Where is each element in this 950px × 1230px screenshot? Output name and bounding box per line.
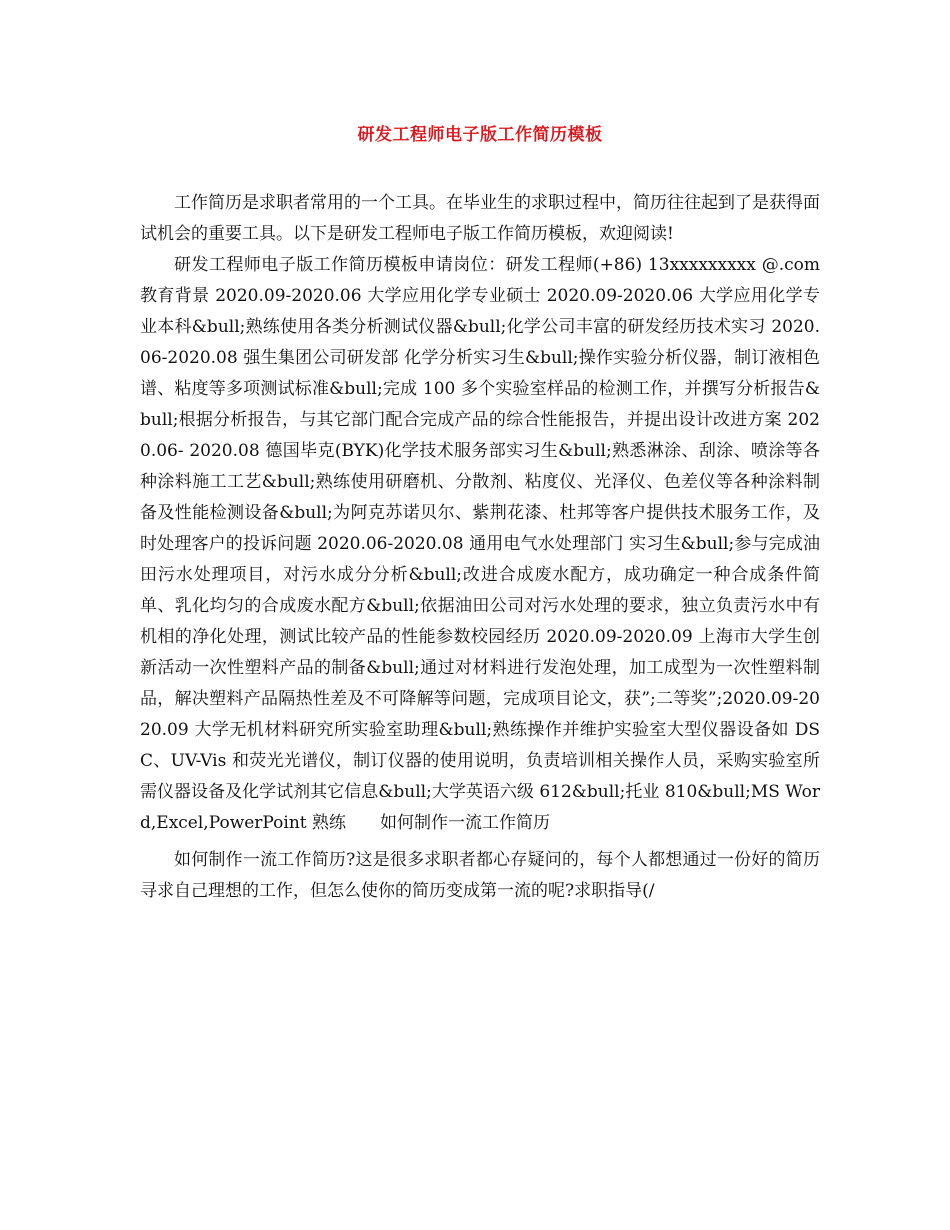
- resume-template-paragraph: 研发工程师电子版工作简历模板申请岗位：研发工程师(+86) 13xxxxxxxxx @.com 教育背景 2020.09-2020.06 大学应用化学专业硕士 2020.09-2020.06 大学应用化学专业本科&bull;熟练使用各类分析测试仪器&bull;化学公司丰富的研发经历技术实习 2020.06-2020.08 强生集团公司研发部 化学分析实习生&bull;操作实验分析仪器，制订液相色谱、粘度等多项测试标准&bull;完成 100 多个实验室样品的检测工作，并撰写分析报告&bull;根据分析报告，与其它部门配合完成产品的综合性能报告，并提出设计改进方案 2020.06- 2020.08 德国毕克(BYK)化学技术服务部实习生&bull;熟悉淋涂、刮涂、喷涂等各种涂料施工工艺&bull;熟练使用研磨机、分散剂、粘度仪、光泽仪、色差仪等各种涂料制备及性能检测设备&bull;为阿克苏诺贝尔、紫荆花漆、杜邦等客户提供技术服务工作，及时处理客户的投诉问题 2020.06-2020.08 通用电气水处理部门 实习生&bull;参与完成油田污水处理项目，对污水成分分析&bull;改进合成废水配方，成功确定一种合成条件简单、乳化均匀的合成废水配方&bull;依据油田公司对污水处理的要求，独立负责污水中有机相的净化处理，测试比较产品的性能参数校园经历 2020.09-2020.09 上海市大学生创新活动一次性塑料产品的制备&bull;通过对材料进行发泡处理，加工成型为一次性塑料制品，解决塑料产品隔热性差及不可降解等问题，完成项目论文，获”;二等奖”;2020.09-2020.09 大学无机材料研究所实验室助理&bull;熟练操作并维护实验室大型仪器设备如 DSC、UV-Vis 和荧光光谱仪，制订仪器的使用说明，负责培训相关操作人员，采购实验室所需仪器设备及化学试剂其它信息&bull;大学英语六级 612&bull;托业 810&bull;MS Word,Excel,PowerPoint 熟练 如何制作一流工作简历: [140, 255, 820, 833]
- resume-tips-paragraph: 如何制作一流工作简历?这是很多求职者都心存疑问的，每个人都想通过一份好的简历寻求自己理想的工作，但怎么使你的简历变成第一流的呢?求职指导(/: [140, 850, 820, 901]
- document-title: 研发工程师电子版工作简历模板: [357, 125, 603, 145]
- intro-paragraph: 工作简历是求职者常用的一个工具。在毕业生的求职过程中，简历往往起到了是获得面试机会的重要工具。以下是研发工程师电子版工作简历模板，欢迎阅读!: [140, 193, 820, 244]
- document-page: [140, 120, 820, 907]
